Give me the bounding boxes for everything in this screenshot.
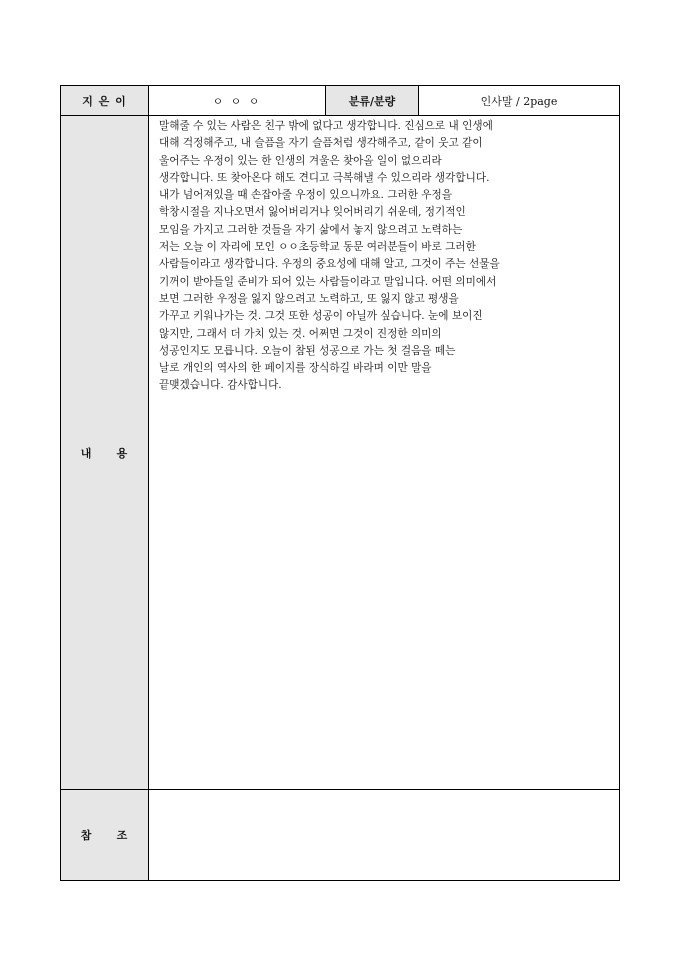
content-line: 날로 개인의 역사의 한 페이지를 장식하길 바라며 이만 말을 bbox=[159, 362, 432, 375]
author-label: 지 은 이 bbox=[61, 86, 149, 115]
content-line: 저는 오늘 이 자리에 모인 ㅇㅇ초등학교 동문 여러분들이 바로 그러한 bbox=[159, 241, 476, 254]
content-line: 대해 걱정해주고, 내 슬픔을 자기 슬픔처럼 생각해주고, 같이 웃고 같이 bbox=[159, 137, 483, 150]
content-body bbox=[159, 118, 613, 395]
reference-row bbox=[61, 790, 619, 880]
content-line: 모임을 가지고 그러한 것들을 자기 삶에서 놓지 않으려고 노력하는 bbox=[159, 223, 463, 236]
document-form bbox=[60, 85, 620, 881]
content-line: 기꺼이 받아들일 준비가 되어 있는 사람들이라고 말입니다. 어떤 의미에서 bbox=[159, 275, 497, 288]
content-line: 울어주는 우정이 있는 한 인생의 겨울은 찾아올 일이 없으리라 bbox=[159, 154, 442, 167]
content-row bbox=[61, 116, 619, 790]
content-line: 보면 그러한 우정을 잃지 않으려고 노력하고, 또 잃지 않고 평생을 bbox=[159, 292, 459, 305]
content-line: 사람들이라고 생각합니다. 우정의 중요성에 대해 알고, 그것이 주는 선물을 bbox=[159, 258, 500, 271]
reference-value bbox=[149, 790, 619, 880]
content-label: 내 용 bbox=[61, 116, 149, 789]
content-line: 말해줄 수 있는 사람은 친구 밖에 없다고 생각합니다. 진심으로 내 인생에 bbox=[159, 120, 493, 132]
author-value: ㅇ ㅇ ㅇ bbox=[149, 86, 326, 115]
category-value: 인사말 / 2page bbox=[480, 94, 558, 108]
content-line: 학창시절을 지나오면서 잃어버리거나 잊어버리기 쉬운데, 정기적인 bbox=[159, 206, 466, 219]
header-row bbox=[61, 86, 619, 116]
content-line: 않지만, 그래서 더 가치 있는 것. 어쩌면 그것이 진정한 의미의 bbox=[159, 327, 442, 340]
category-label: 분류/분량 bbox=[326, 86, 419, 115]
reference-label: 참 조 bbox=[61, 790, 149, 880]
content-line: 끝맺겠습니다. 감사합니다. bbox=[159, 379, 282, 392]
content-line: 내가 넘어져있을 때 손잡아줄 우정이 있으니까요. 그러한 우정을 bbox=[159, 189, 453, 202]
content-line: 생각합니다. 또 찾아온다 해도 견디고 극복해낼 수 있으리라 생각합니다. bbox=[159, 171, 490, 184]
content-line: 성공인지도 모릅니다. 오늘이 참된 성공으로 가는 첫 걸음을 떼는 bbox=[159, 344, 456, 357]
content-line: 가꾸고 키워나가는 것. 그것 또한 성공이 아닐까 싶습니다. 눈에 보이진 bbox=[159, 310, 483, 323]
